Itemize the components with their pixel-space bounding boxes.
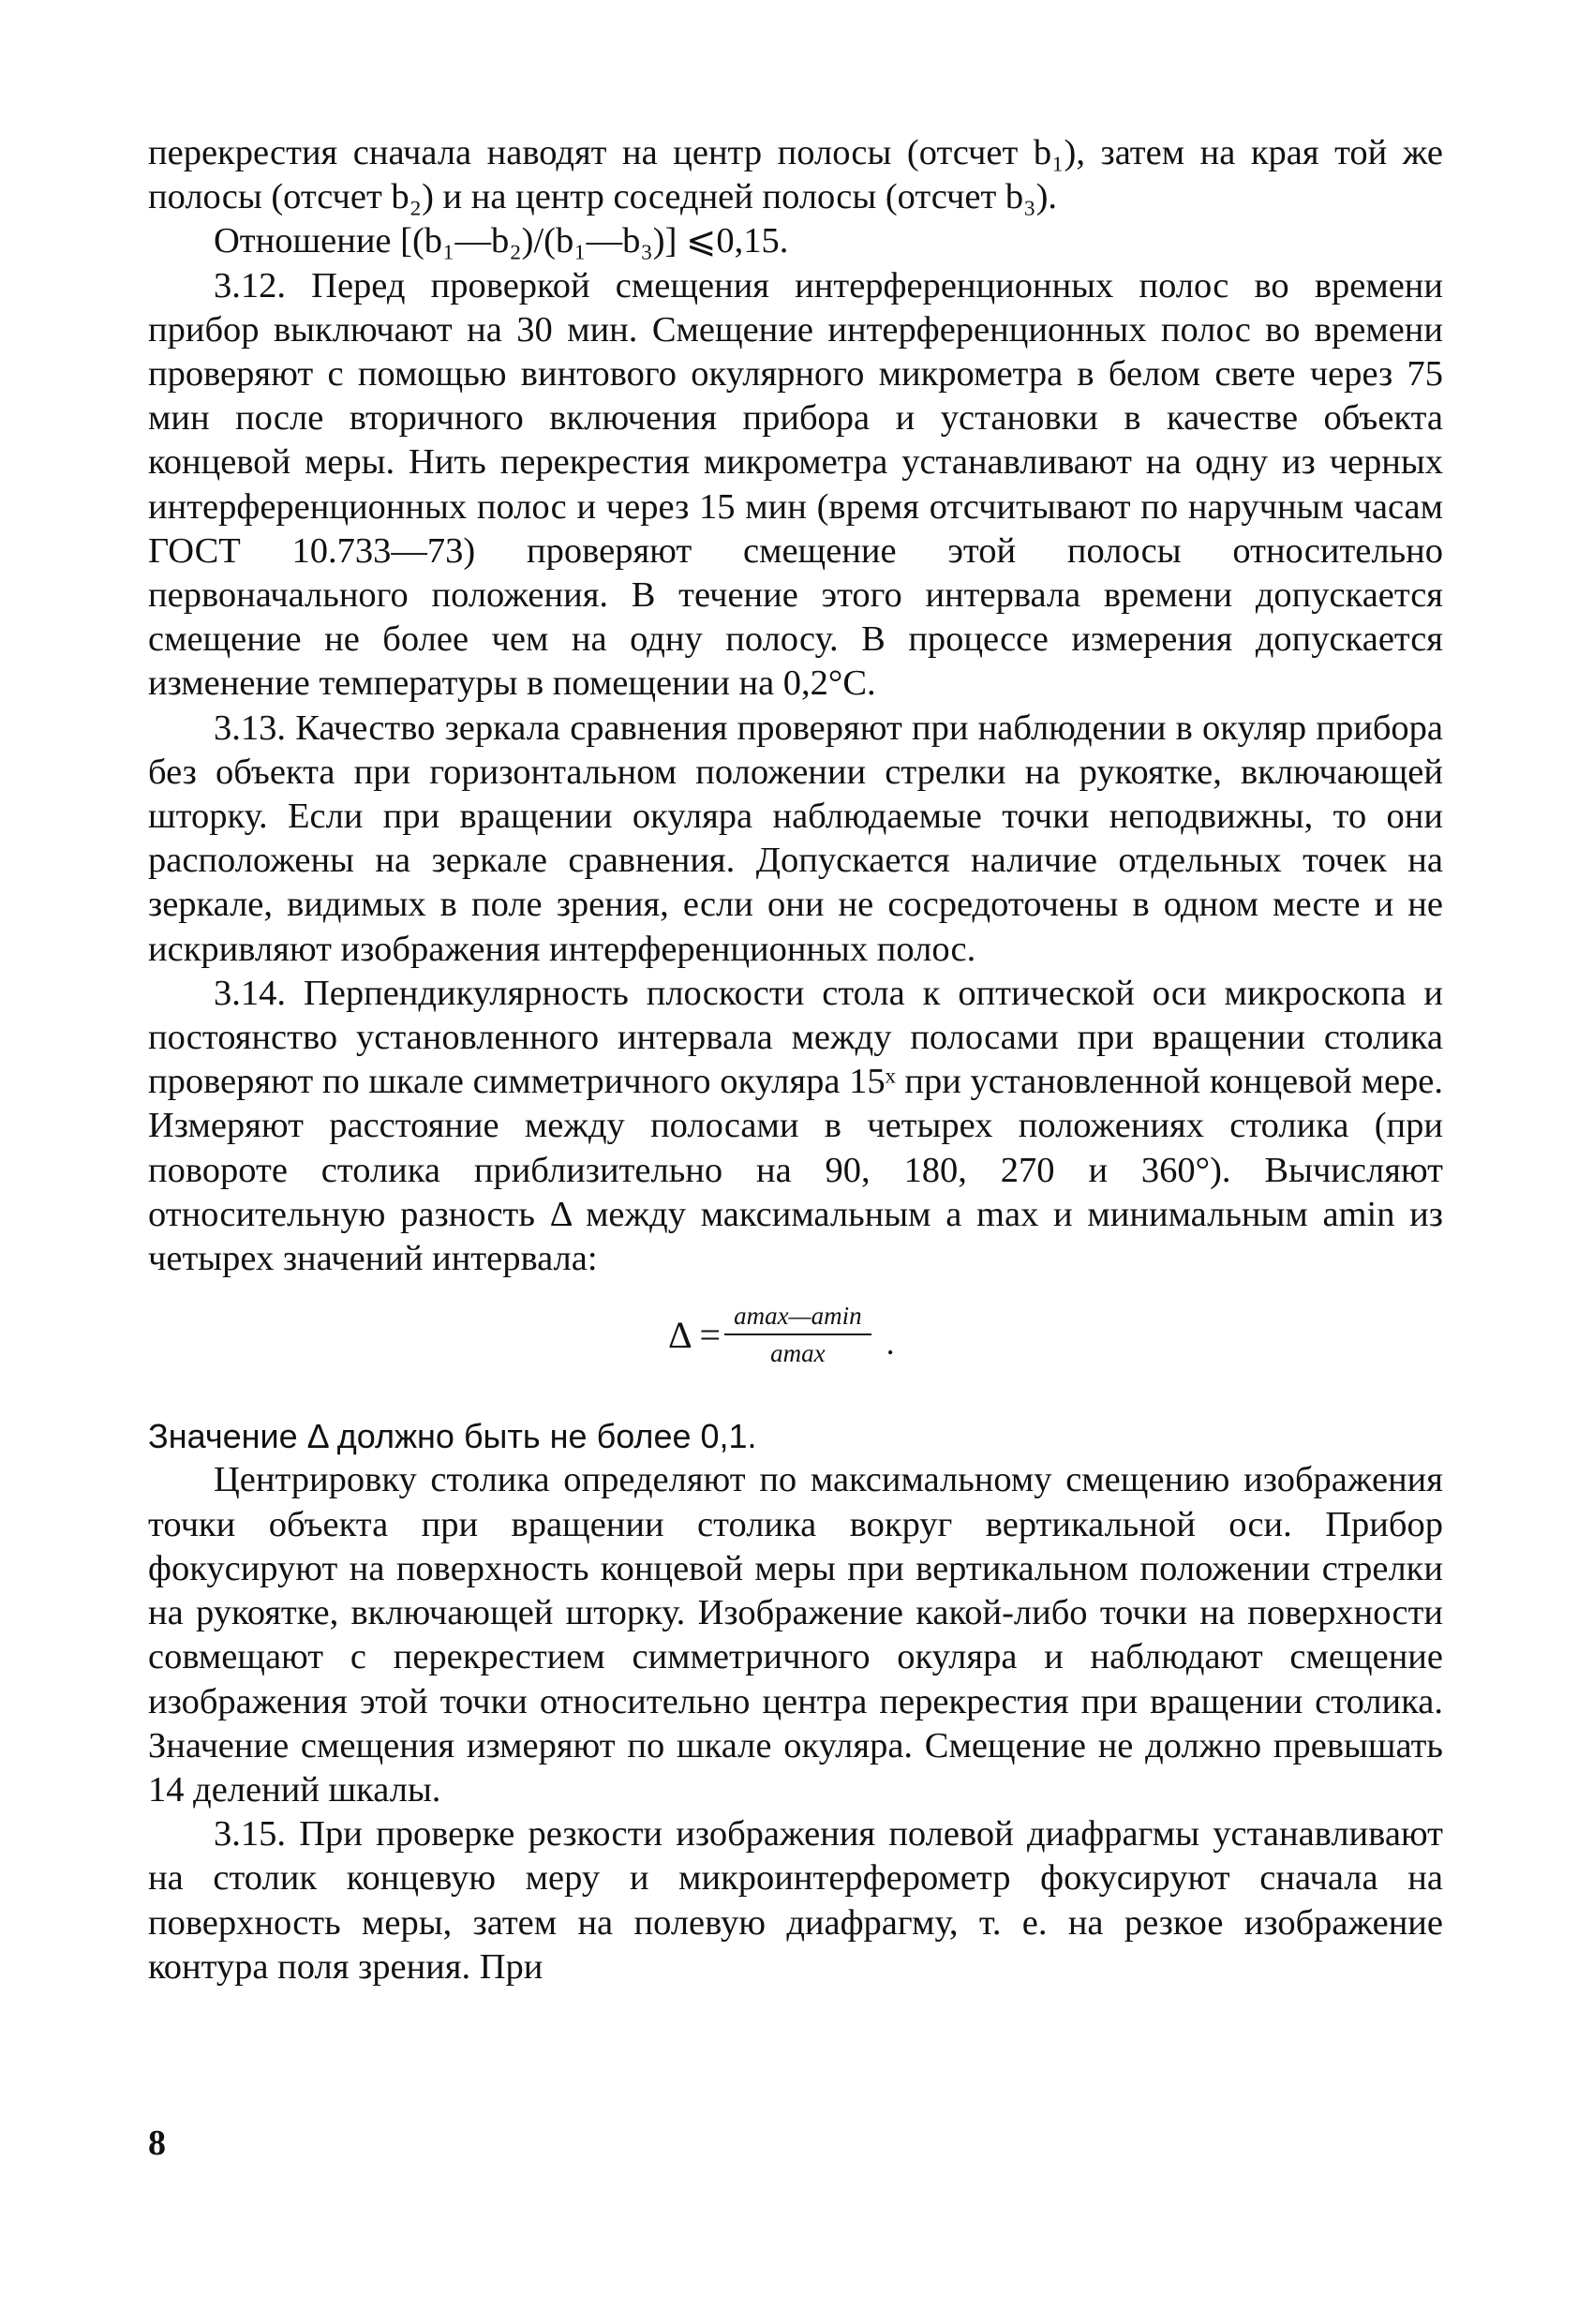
document-body	[148, 131, 1443, 1989]
formula-numerator: amax—amin	[734, 1302, 862, 1331]
paragraph-3-12: 3.12. Перед проверкой смещения интерференционных полос во времени прибор выключают на 30 мин. Смещение интерференционных полос во времени проверяют с помощью винтового окулярного микрометра в белом свете через 75 мин после вторичного включения прибора и установки в качестве объекта концевой меры. Нить перекрестия микрометра устанавливают на одну из черных интерференционных полос и через 15 мин (время отсчитывают по наручным часам ГОСТ 10.733—73) проверяют смещение этой полосы относительно первоначального положения. В течение этого интервала времени допускается смещение не более чем на одну полосу. В процессе измерения допускается изменение температуры в помещении на 0,2°С.	[148, 265, 1443, 704]
formula-trailing-dot: .	[886, 1323, 895, 1362]
paragraph-3-13: 3.13. Качество зеркала сравнения проверяют при наблюдении в окуляр прибора без объекта при горизонтальном положении стрелки на рукоятке, включающей шторку. Если при вращении окуляра наблюдаемые точки неподвижны, то они расположены на зеркале сравнения. Допускается наличие отдельных точек на зеркале, видимых в поле зрения, если они не сосредоточены в одном месте и не искривляют изображения интерференционных полос.	[148, 708, 1443, 969]
paragraph-3-15: 3.15. При проверке резкости изображения полевой диафрагмы устанавливают на столик концевую меру и микроинтерферометр фокусируют сначала на поверхность меры, затем на полевую диафрагму, т. е. на резкое изображение контура поля зрения. При	[148, 1814, 1443, 1987]
paragraph-ratio: Отношение [(b₁—b₂)/(b₁—b₃)] ⩽0,15.	[214, 221, 789, 261]
formula-fraction-body	[724, 1298, 871, 1371]
formula-denominator: amax	[770, 1339, 826, 1368]
page-number: 8	[148, 2123, 166, 2163]
formula-delta	[148, 1298, 1443, 1399]
formula-fraction	[668, 1298, 895, 1371]
paragraph-3-14: 3.14. Перпендикулярность плоскости стола к оптической оси микроскопа и постоянство установленного интервала между полосами при вращении столика проверяют по шкале симметричного окуляра 15ˣ при установленной концевой мере. Измеряют расстояние между полосами в четырех положениях столика (при повороте столика приблизительно на 90, 180, 270 и 360°). Вычисляют относительную разность Δ между максимальным a max и минимальным amin из четырех значений интервала:	[148, 973, 1443, 1279]
paragraph-continuation: перекрестия сначала наводят на центр полосы (отсчет b₁), затем на края той же полосы (отсчет b₂) и на центр соседней полосы (отсчет b₃).	[148, 133, 1443, 217]
formula-lhs: Δ =	[668, 1313, 722, 1356]
statement-delta-limit: Значение Δ должно быть не более 0,1.	[148, 1417, 757, 1456]
paragraph-centering: Центрировку столика определяют по максимальному смещению изображения точки объекта при вращении столика вокруг вертикальной оси. Прибор фокусируют на поверхность концевой меры при вертикальном положении стрелки на рукоятке, включающей шторку. Изображение какой-либо точки на поверхности совмещают с перекрестием симметричного окуляра и наблюдают смещение изображения этой точки относительно центра перекрестия при вращении столика. Значение смещения измеряют по шкале окуляра. Смещение не должно превышать 14 делений шкалы.	[148, 1460, 1443, 1810]
